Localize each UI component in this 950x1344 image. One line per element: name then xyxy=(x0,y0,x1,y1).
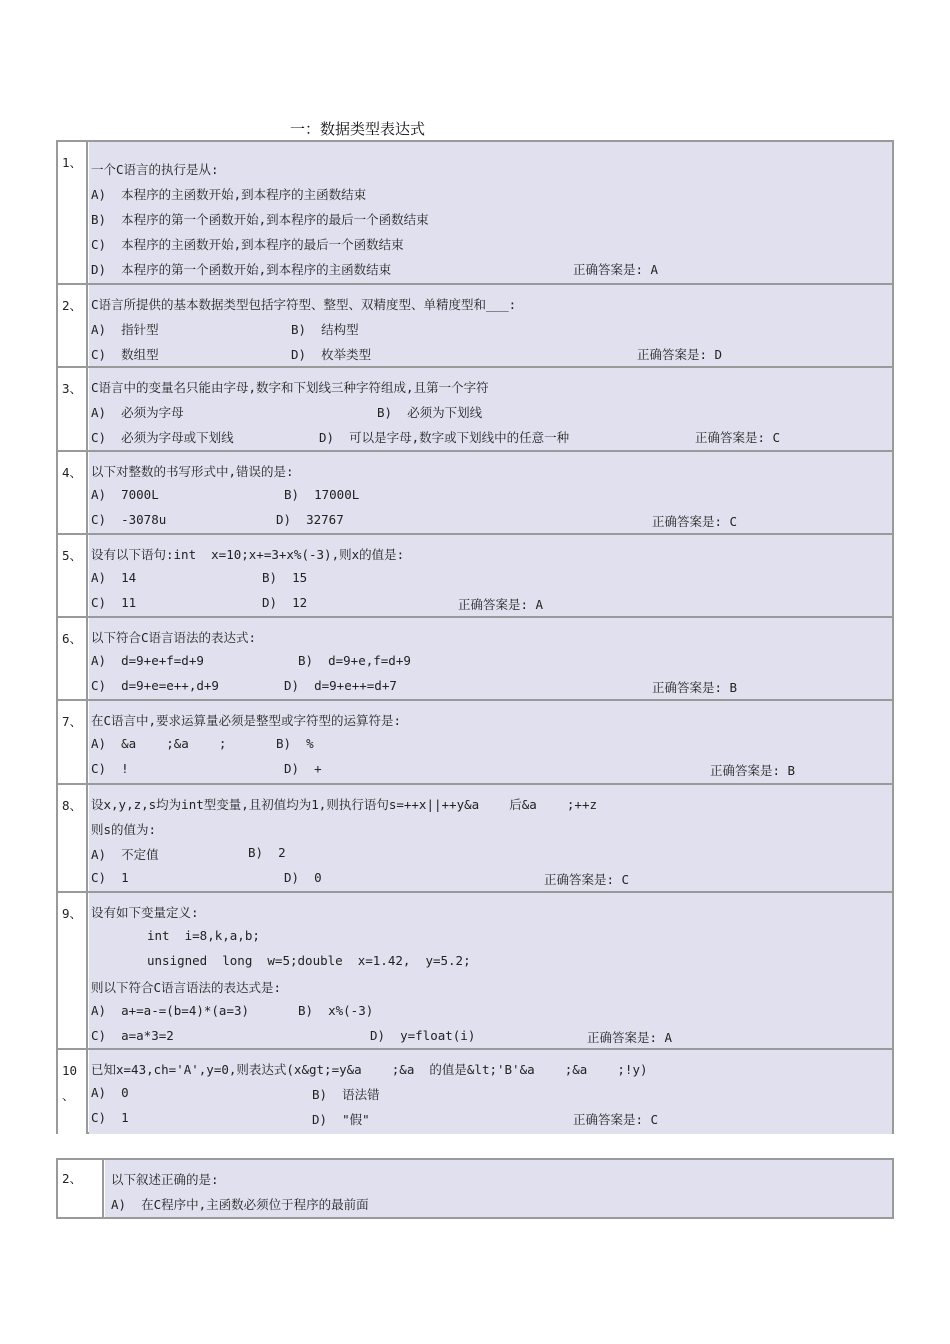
answer-text: 正确答案是: B xyxy=(652,680,738,695)
option-d: D) 0 xyxy=(284,870,322,885)
option-a: A) 7000L xyxy=(91,487,159,502)
question-row xyxy=(58,452,892,535)
question-row xyxy=(58,618,892,701)
question-stem: 设有以下语句:int x=10;x+=3+x%(-3),则x的值是: xyxy=(91,547,405,562)
option-a: A) 指针型 xyxy=(91,322,159,337)
question-row xyxy=(58,535,892,618)
question-number-part: 、 xyxy=(62,1088,75,1103)
question-row xyxy=(58,368,892,452)
option-d: D) 枚举类型 xyxy=(291,347,372,362)
question-row xyxy=(58,785,892,893)
option-b: B) 语法错 xyxy=(312,1087,380,1102)
question-number: 6、 xyxy=(58,618,88,699)
question-number: 2、 xyxy=(58,1160,104,1217)
option-c: C) d=9+e=e++,d+9 xyxy=(91,678,219,693)
question-stem: 已知x=43,ch='A',y=0,则表达式(x&gt;=y&a ;&a 的值是&lt;'B'&a ;&a ;!y) xyxy=(91,1062,648,1077)
option-b: B) 2 xyxy=(248,845,286,860)
option-a: A) &a ;&a ; xyxy=(91,736,227,751)
code-line: int i=8,k,a,b; xyxy=(147,928,260,943)
option-c: C) a=a*3=2 xyxy=(91,1028,174,1043)
question-stem: 以下符合C语言语法的表达式: xyxy=(91,630,257,645)
option-c: C) 1 xyxy=(91,1110,129,1125)
answer-text: 正确答案是: B xyxy=(710,763,796,778)
question-stem: 一个C语言的执行是从: xyxy=(91,162,219,177)
question-number: 5、 xyxy=(58,535,88,616)
option-a: A) 本程序的主函数开始,到本程序的主函数结束 xyxy=(91,187,367,202)
option-d: D) 本程序的第一个函数开始,到本程序的主函数结束 xyxy=(91,262,392,277)
question-stem: 以下叙述正确的是: xyxy=(111,1172,219,1187)
answer-text: 正确答案是: A xyxy=(573,262,659,277)
option-c: C) 1 xyxy=(91,870,129,885)
option-a: A) d=9+e+f=d+9 xyxy=(91,653,204,668)
option-c: C) 11 xyxy=(91,595,137,610)
option-a: A) 0 xyxy=(91,1085,129,1100)
question-number: 1、 xyxy=(58,142,88,283)
answer-text: 正确答案是: C xyxy=(695,430,781,445)
question-stem: 设有如下变量定义: xyxy=(91,905,199,920)
quiz-table xyxy=(56,140,894,1134)
option-d: D) 可以是字母,数字或下划线中的任意一种 xyxy=(319,430,570,445)
question-stem: 在C语言中,要求运算量必须是整型或字符型的运算符是: xyxy=(91,713,402,728)
question-stem-continued: 则s的值为: xyxy=(91,822,157,837)
question-stem: 以下对整数的书写形式中,错误的是: xyxy=(91,464,294,479)
question-number: 7、 xyxy=(58,701,88,783)
option-d: D) 12 xyxy=(262,595,308,610)
question-stem-continued: 则以下符合C语言语法的表达式是: xyxy=(91,980,282,995)
option-d: D) "假" xyxy=(312,1112,370,1127)
option-a: A) 不定值 xyxy=(91,847,159,862)
question-row xyxy=(58,893,892,1050)
question-row xyxy=(58,1050,892,1134)
option-a: A) 必须为字母 xyxy=(91,405,184,420)
option-d: D) + xyxy=(284,761,322,776)
question-stem: C语言中的变量名只能由字母,数字和下划线三种字符组成,且第一个字符 xyxy=(91,380,489,395)
answer-text: 正确答案是: D xyxy=(637,347,723,362)
question-row xyxy=(58,142,892,285)
answer-text: 正确答案是: C xyxy=(573,1112,659,1127)
option-c: C) 数组型 xyxy=(91,347,159,362)
answer-text: 正确答案是: A xyxy=(587,1030,673,1045)
question-number-part: 10 xyxy=(62,1063,78,1078)
option-d: D) d=9+e++=d+7 xyxy=(284,678,397,693)
quiz-table-2 xyxy=(56,1158,894,1219)
question-row xyxy=(58,285,892,368)
question-number: 8、 xyxy=(58,785,88,891)
option-c: C) ! xyxy=(91,761,129,776)
option-b: B) % xyxy=(276,736,314,751)
question-row xyxy=(58,701,892,785)
option-c: C) -3078u xyxy=(91,512,167,527)
question-stem: C语言所提供的基本数据类型包括字符型、整型、双精度型、单精度型和___: xyxy=(91,297,517,312)
option-d: D) 32767 xyxy=(276,512,344,527)
option-b: B) 17000L xyxy=(284,487,360,502)
question-number: 9、 xyxy=(58,893,88,1048)
option-a: A) 在C程序中,主函数必须位于程序的最前面 xyxy=(111,1197,369,1212)
code-line: unsigned long w=5;double x=1.42, y=5.2; xyxy=(147,953,471,968)
option-b: B) x%(-3) xyxy=(298,1003,374,1018)
question-number: 4、 xyxy=(58,452,88,533)
option-b: B) 本程序的第一个函数开始,到本程序的最后一个函数结束 xyxy=(91,212,429,227)
answer-text: 正确答案是: A xyxy=(458,597,544,612)
option-b: B) 15 xyxy=(262,570,308,585)
option-b: B) 必须为下划线 xyxy=(377,405,483,420)
question-number xyxy=(58,1050,88,1134)
option-a: A) a+=a-=(b=4)*(a=3) xyxy=(91,1003,250,1018)
option-b: B) d=9+e,f=d+9 xyxy=(298,653,411,668)
option-c: C) 本程序的主函数开始,到本程序的最后一个函数结束 xyxy=(91,237,404,252)
option-a: A) 14 xyxy=(91,570,137,585)
option-c: C) 必须为字母或下划线 xyxy=(91,430,234,445)
question-row xyxy=(58,1160,892,1217)
answer-text: 正确答案是: C xyxy=(544,872,630,887)
page-title: 一：数据类型表达式 xyxy=(290,120,426,138)
option-b: B) 结构型 xyxy=(291,322,359,337)
answer-text: 正确答案是: C xyxy=(652,514,738,529)
question-number: 2、 xyxy=(58,285,88,366)
option-d: D) y=float(i) xyxy=(370,1028,476,1043)
question-stem: 设x,y,z,s均为int型变量,且初值均为1,则执行语句s=++x||++y&a 后&a ;++z xyxy=(91,797,598,812)
question-number: 3、 xyxy=(58,368,88,450)
